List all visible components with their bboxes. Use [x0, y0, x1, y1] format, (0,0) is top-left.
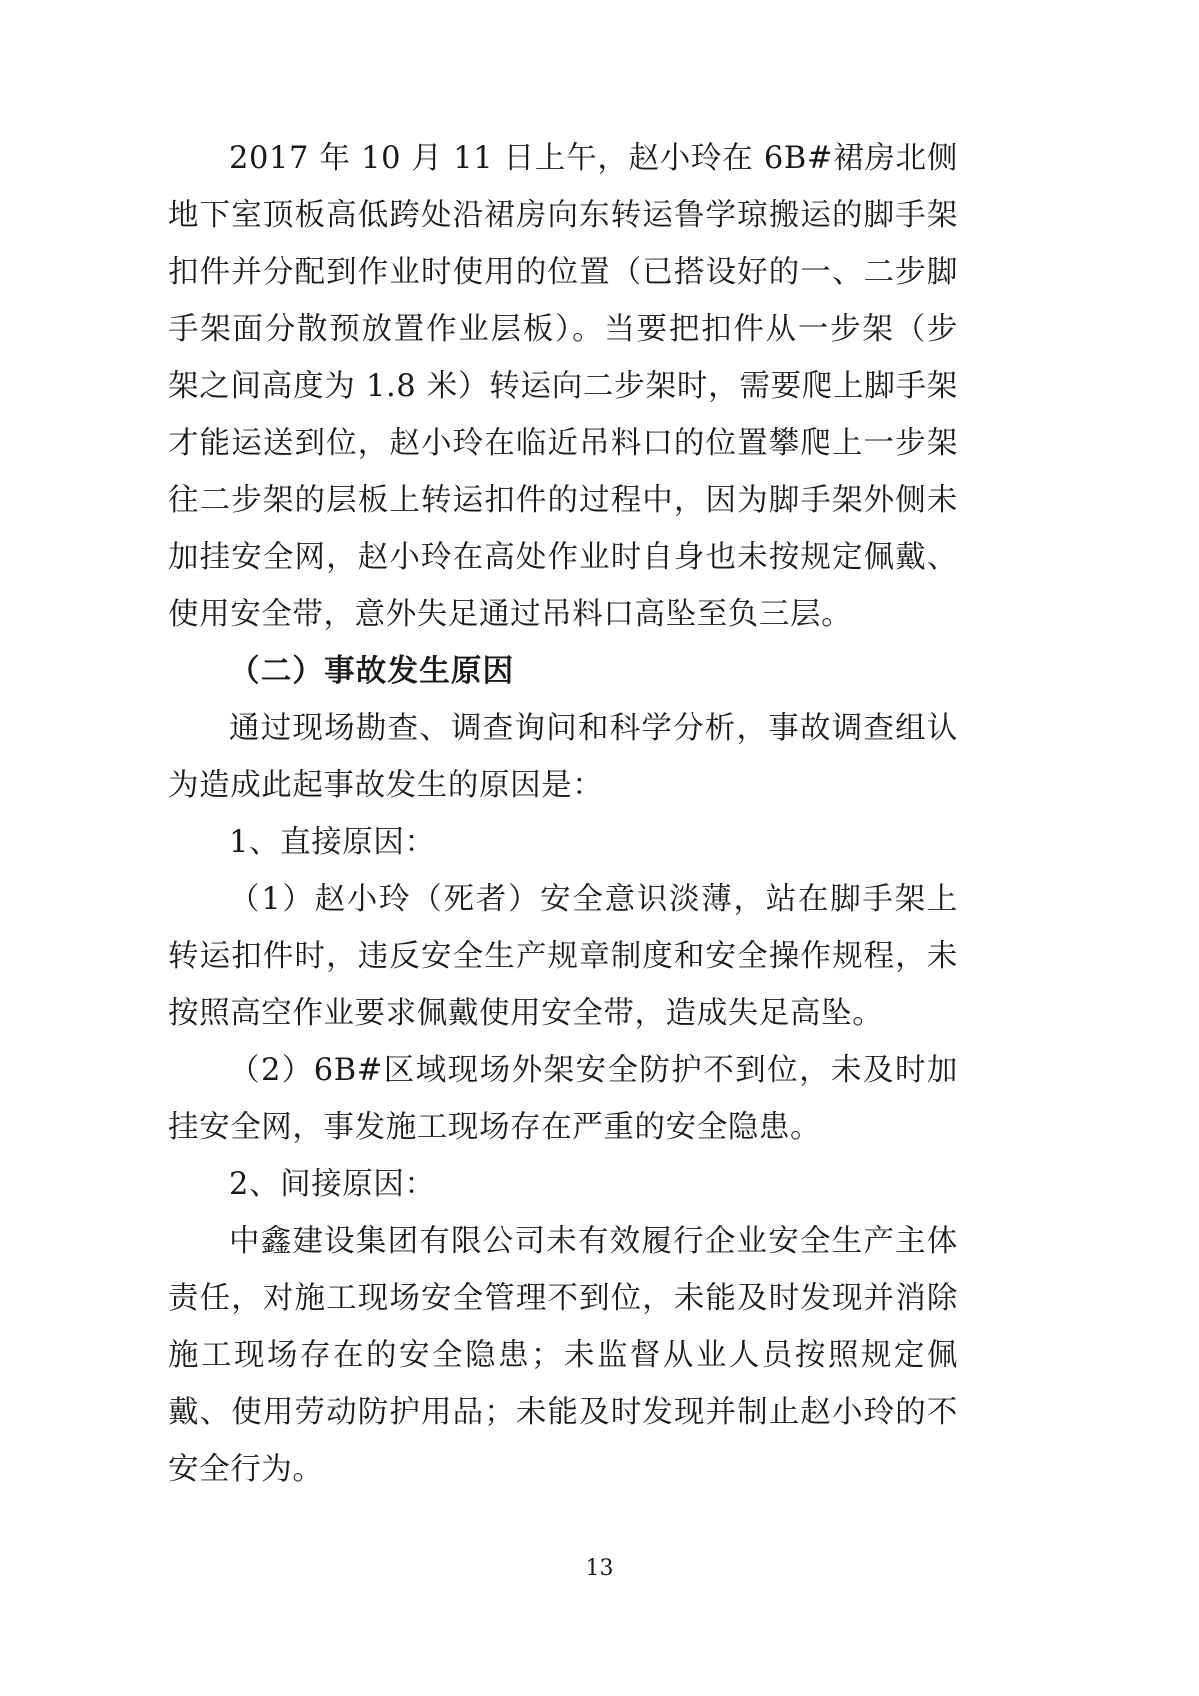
paragraph-direct-cause-2: （2）6B#区域现场外架安全防护不到位，未及时加挂安全网，事发施工现场存在严重的安全隐患。	[168, 1053, 958, 1145]
paragraph-incident-description: 2017 年 10 月 11 日上午，赵小玲在 6B#裙房北侧地下室顶板高低跨处沿裙房向东转运鲁学琼搬运的脚手架扣件并分配到作业时使用的位置（已搭设好的一、二步脚手架面分散预放置作业层板）。当要把扣件从一步架（步架之间高度为 1.8 米）转运向二步架时，需要爬上脚手架才能运送到位，赵小玲在临近吊料口的位置攀爬上一步架往二步架的层板上转运扣件的过程中，因为脚手架外侧未加挂安全网，赵小玲在高处作业时自身也未按规定佩戴、使用安全带，意外失足通过吊料口高坠至负三层。	[168, 141, 958, 632]
paragraph-indirect-cause-1: 中鑫建设集团有限公司未有效履行企业安全生产主体责任，对施工现场安全管理不到位，未能及时发现并消除施工现场存在的安全隐患；未监督从业人员按照规定佩戴、使用劳动防护用品；未能及时发现并制止赵小玲的不安全行为。	[168, 1224, 958, 1487]
heading-indirect-cause: 2、间接原因：	[229, 1167, 436, 1202]
heading-direct-cause: 1、直接原因：	[229, 825, 436, 860]
document-body	[168, 130, 958, 1498]
heading-accident-cause: （二）事故发生原因	[229, 653, 515, 689]
page-number: 13	[585, 1556, 614, 1581]
paragraph-investigation-analysis: 通过现场勘查、调查询问和科学分析，事故调查组认为造成此起事故发生的原因是：	[168, 711, 958, 803]
paragraph-direct-cause-1: （1）赵小玲（死者）安全意识淡薄，站在脚手架上转运扣件时，违反安全生产规章制度和安全操作规程，未按照高空作业要求佩戴使用安全带，造成失足高坠。	[168, 882, 958, 1031]
